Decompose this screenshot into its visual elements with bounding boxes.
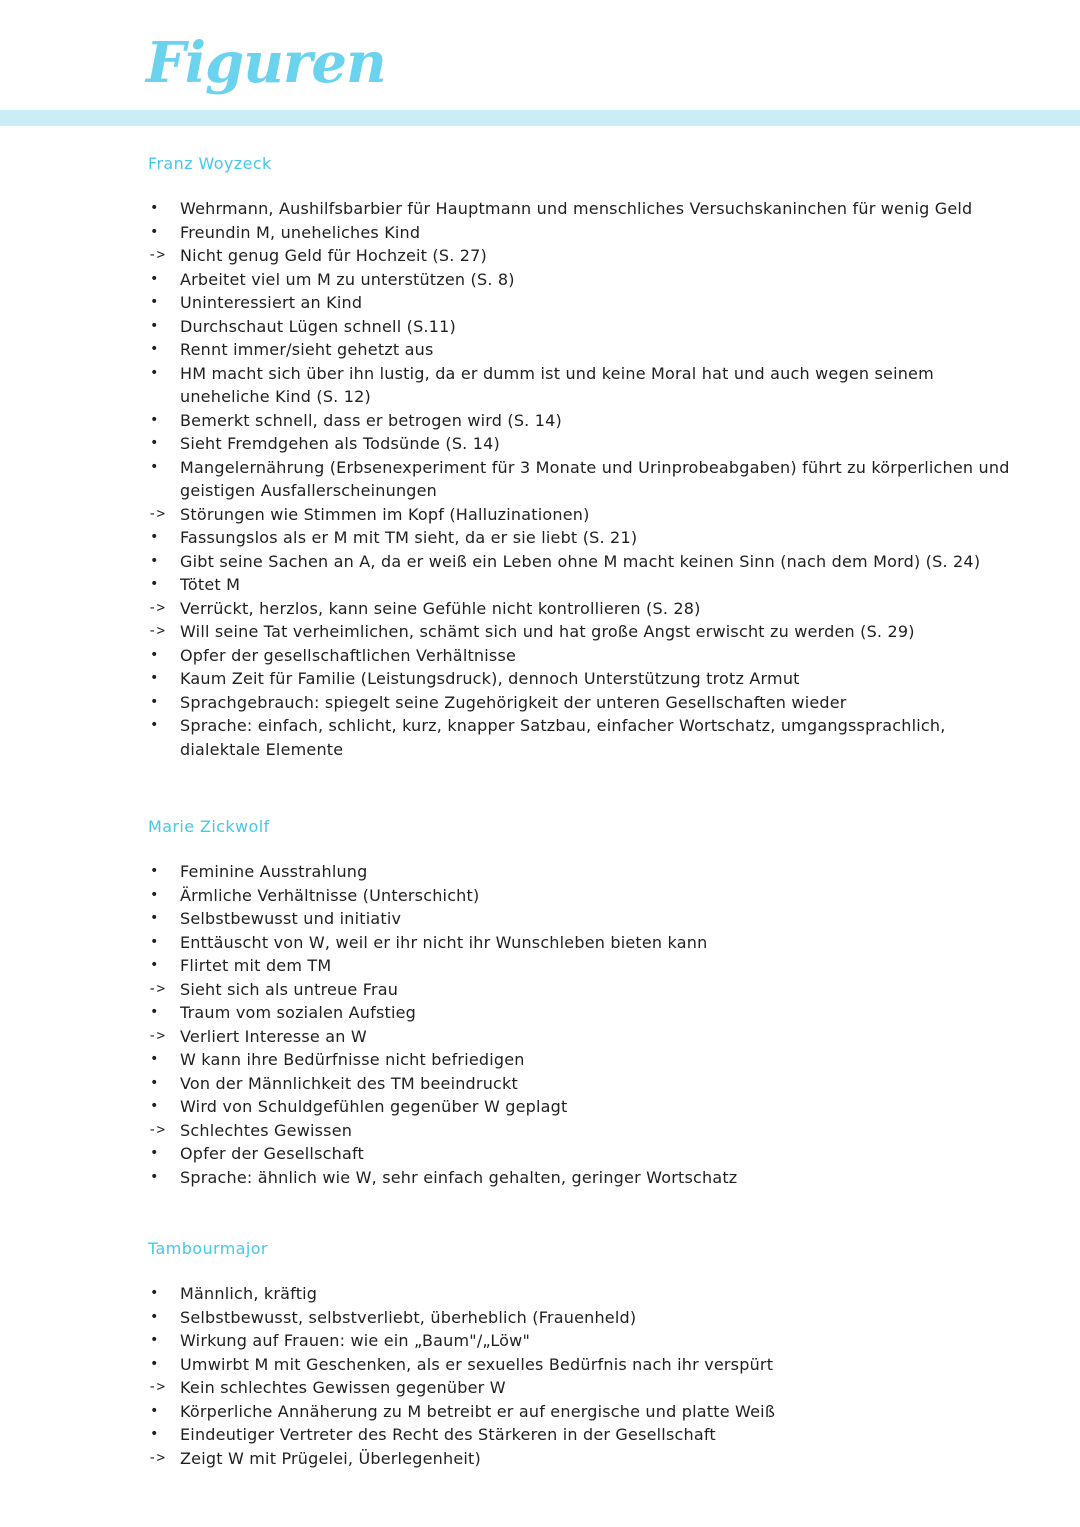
list-item bbox=[148, 1447, 1018, 1471]
list-item bbox=[148, 503, 1018, 527]
bullet-marker: • bbox=[150, 1285, 159, 1301]
list-item bbox=[148, 1142, 1018, 1166]
list-item bbox=[148, 291, 1018, 315]
bullet-list bbox=[148, 1282, 1018, 1470]
list-item-text: Traum vom sozialen Aufstieg bbox=[180, 1003, 417, 1022]
section-heading: Marie Zickwolf bbox=[148, 817, 270, 836]
list-item bbox=[148, 667, 1018, 691]
arrow-marker: -> bbox=[148, 980, 166, 997]
arrow-marker: -> bbox=[148, 1027, 166, 1044]
bullet-marker: • bbox=[150, 270, 159, 287]
list-item bbox=[148, 691, 1018, 715]
bullet-marker: • bbox=[150, 1355, 159, 1372]
bullet-marker: • bbox=[150, 886, 159, 903]
list-item bbox=[148, 644, 1018, 668]
bullet-marker: • bbox=[150, 1074, 159, 1091]
section-tambourmajor bbox=[148, 1235, 1018, 1470]
list-item-text: Männlich, kräftig bbox=[180, 1284, 318, 1303]
list-item-text: Verliert Interesse an W bbox=[180, 1026, 367, 1046]
list-item-text: Bemerkt schnell, dass er betrogen wird (S. 14) bbox=[180, 410, 562, 430]
bullet-marker: • bbox=[150, 1098, 159, 1114]
list-item-text: Ärmliche Verhältnisse (Unterschicht) bbox=[180, 885, 480, 905]
bullet-marker: • bbox=[150, 1004, 159, 1020]
list-item bbox=[148, 1072, 1018, 1096]
bullet-marker: • bbox=[150, 646, 159, 663]
list-item-text: Durchschaut Lügen schnell (S.11) bbox=[180, 316, 456, 336]
list-item-text: Sprache: ähnlich wie W, sehr einfach gehalten, geringer Wortschatz bbox=[180, 1167, 738, 1187]
arrow-marker: -> bbox=[148, 599, 166, 616]
list-item-text: Sieht Fremdgehen als Todsünde (S. 14) bbox=[180, 434, 500, 453]
bullet-marker: • bbox=[150, 1332, 159, 1348]
arrow-marker: -> bbox=[148, 1121, 166, 1138]
list-item bbox=[148, 1166, 1018, 1190]
bullet-marker: • bbox=[150, 1426, 159, 1442]
list-item-text: Wirkung auf Frauen: wie ein „Baum"/„Löw" bbox=[180, 1331, 531, 1350]
list-item-text: Rennt immer/sieht gehetzt aus bbox=[180, 340, 434, 359]
list-item-text: Kein schlechtes Gewissen gegenüber W bbox=[180, 1378, 506, 1397]
list-item bbox=[148, 432, 1018, 456]
list-item bbox=[148, 1329, 1018, 1353]
section-franz-woyzeck bbox=[148, 150, 1018, 761]
list-item-text: Freundin M, uneheliches Kind bbox=[180, 222, 421, 242]
bullet-marker: • bbox=[150, 1402, 159, 1419]
list-item-text: HM macht sich über ihn lustig, da er dumm ist und keine Moral hat und auch wegen seinem uneheliche Kind (S. 12) bbox=[180, 363, 934, 406]
arrow-marker: -> bbox=[148, 1449, 166, 1466]
list-item bbox=[148, 338, 1018, 362]
bullet-marker: • bbox=[150, 693, 159, 710]
list-item bbox=[148, 1400, 1018, 1424]
list-item bbox=[148, 362, 1018, 409]
list-item bbox=[148, 409, 1018, 433]
list-item bbox=[148, 526, 1018, 550]
list-item bbox=[148, 456, 1018, 503]
section-marie-zickwolf bbox=[148, 813, 1018, 1189]
bullet-marker: • bbox=[150, 933, 159, 950]
list-item-text: Eindeutiger Vertreter des Recht des Stärkeren in der Gesellschaft bbox=[180, 1425, 716, 1444]
list-item bbox=[148, 931, 1018, 955]
bullet-marker: • bbox=[150, 435, 159, 451]
bullet-marker: • bbox=[150, 1051, 159, 1067]
list-item-text: Schlechtes Gewissen bbox=[180, 1120, 353, 1140]
list-item-text: Mangelernährung (Erbsenexperiment für 3 Monate und Urinprobeabgaben) führt zu körperlichen und geistigen Ausfallerscheinungen bbox=[180, 457, 1010, 500]
list-item bbox=[148, 620, 1018, 644]
bullet-marker: • bbox=[150, 717, 159, 733]
list-item bbox=[148, 315, 1018, 339]
arrow-marker: -> bbox=[148, 1379, 166, 1395]
bullet-marker: • bbox=[150, 317, 159, 334]
list-item-text: Arbeitet viel um M zu unterstützen (S. 8) bbox=[180, 269, 515, 289]
list-item-text: Störungen wie Stimmen im Kopf (Halluzinationen) bbox=[180, 504, 590, 524]
list-item-text: Selbstbewusst und initiativ bbox=[180, 909, 402, 928]
bullet-marker: • bbox=[150, 1145, 159, 1161]
list-item-text: Feminine Ausstrahlung bbox=[180, 862, 368, 881]
bullet-marker: • bbox=[150, 200, 159, 216]
list-item bbox=[148, 197, 1018, 221]
list-item-text: Sieht sich als untreue Frau bbox=[180, 979, 399, 999]
list-item bbox=[148, 1353, 1018, 1377]
bullet-list bbox=[148, 860, 1018, 1189]
list-item-text: Sprache: einfach, schlicht, kurz, knapper Satzbau, einfacher Wortschatz, umgangssprachlich, dialektale Elemente bbox=[180, 716, 946, 759]
list-item-text: Uninteressiert an Kind bbox=[180, 293, 363, 312]
list-item-text: Gibt seine Sachen an A, da er weiß ein Leben ohne M macht keinen Sinn (nach dem Mord) (S. 24) bbox=[180, 551, 981, 571]
list-item bbox=[148, 1376, 1018, 1400]
list-item-text: W kann ihre Bedürfnisse nicht befriedigen bbox=[180, 1050, 525, 1069]
list-item bbox=[148, 1282, 1018, 1306]
list-item-text: Sprachgebrauch: spiegelt seine Zugehörigkeit der unteren Gesellschaften wieder bbox=[180, 692, 847, 712]
bullet-marker: • bbox=[150, 863, 159, 879]
list-item bbox=[148, 1001, 1018, 1025]
list-item-text: Tötet M bbox=[180, 575, 241, 594]
list-item bbox=[148, 1025, 1018, 1049]
bullet-marker: • bbox=[150, 529, 159, 545]
list-item bbox=[148, 268, 1018, 292]
bullet-marker: • bbox=[150, 294, 159, 310]
list-item bbox=[148, 597, 1018, 621]
list-item-text: Körperliche Annäherung zu M betreibt er auf energische und platte Weiß bbox=[180, 1401, 776, 1421]
list-item-text: Selbstbewusst, selbstverliebt, überheblich (Frauenheld) bbox=[180, 1307, 637, 1327]
list-item-text: Von der Männlichkeit des TM beeindruckt bbox=[180, 1073, 518, 1093]
bullet-marker: • bbox=[150, 552, 159, 569]
list-item-text: Zeigt W mit Prügelei, Überlegenheit) bbox=[180, 1448, 481, 1468]
arrow-marker: -> bbox=[148, 505, 166, 522]
section-heading: Tambourmajor bbox=[148, 1239, 268, 1258]
bullet-marker: • bbox=[150, 670, 159, 686]
list-item bbox=[148, 221, 1018, 245]
list-item-text: Will seine Tat verheimlichen, schämt sich und hat große Angst erwischt zu werden (S. 29) bbox=[180, 622, 915, 641]
list-item bbox=[148, 1423, 1018, 1447]
list-item bbox=[148, 1095, 1018, 1119]
list-item-text: Wehrmann, Aushilfsbarbier für Hauptmann und menschliches Versuchskaninchen für wenig Geld bbox=[180, 199, 973, 218]
bullet-marker: • bbox=[150, 1308, 159, 1325]
list-item bbox=[148, 1119, 1018, 1143]
bullet-marker: • bbox=[150, 576, 159, 592]
bullet-marker: • bbox=[150, 910, 159, 926]
list-item-text: Opfer der Gesellschaft bbox=[180, 1144, 364, 1163]
list-item-text: Verrückt, herzlos, kann seine Gefühle nicht kontrollieren (S. 28) bbox=[180, 598, 701, 618]
list-item-text: Kaum Zeit für Familie (Leistungsdruck), dennoch Unterstützung trotz Armut bbox=[180, 669, 800, 688]
list-item-text: Wird von Schuldgefühlen gegenüber W geplagt bbox=[180, 1097, 568, 1116]
list-item bbox=[148, 884, 1018, 908]
title-underline-bar bbox=[0, 110, 1080, 126]
list-item-text: Flirtet mit dem TM bbox=[180, 956, 332, 975]
list-item bbox=[148, 978, 1018, 1002]
list-item bbox=[148, 954, 1018, 978]
bullet-marker: • bbox=[150, 1168, 159, 1185]
list-item bbox=[148, 860, 1018, 884]
list-item bbox=[148, 907, 1018, 931]
page-title: Figuren bbox=[146, 30, 386, 96]
bullet-list bbox=[148, 197, 1018, 761]
bullet-marker: • bbox=[150, 957, 159, 973]
bullet-marker: • bbox=[150, 364, 159, 381]
list-item-text: Enttäuscht von W, weil er ihr nicht ihr Wunschleben bieten kann bbox=[180, 932, 708, 952]
bullet-marker: • bbox=[150, 223, 159, 240]
list-item-text: Opfer der gesellschaftlichen Verhältnisse bbox=[180, 645, 517, 665]
list-item-text: Fassungslos als er M mit TM sieht, da er sie liebt (S. 21) bbox=[180, 528, 638, 547]
bullet-marker: • bbox=[150, 411, 159, 428]
section-heading: Franz Woyzeck bbox=[148, 154, 272, 173]
list-item-text: Umwirbt M mit Geschenken, als er sexuelles Bedürfnis nach ihr verspürt bbox=[180, 1354, 774, 1374]
list-item bbox=[148, 1048, 1018, 1072]
list-item bbox=[148, 550, 1018, 574]
bullet-marker: • bbox=[150, 341, 159, 357]
document-content bbox=[148, 150, 1018, 1522]
list-item bbox=[148, 714, 1018, 761]
list-item bbox=[148, 573, 1018, 597]
arrow-marker: -> bbox=[148, 623, 166, 639]
arrow-marker: -> bbox=[148, 247, 166, 263]
bullet-marker: • bbox=[150, 458, 159, 475]
list-item bbox=[148, 244, 1018, 268]
list-item-text: Nicht genug Geld für Hochzeit (S. 27) bbox=[180, 246, 487, 265]
list-item bbox=[148, 1306, 1018, 1330]
